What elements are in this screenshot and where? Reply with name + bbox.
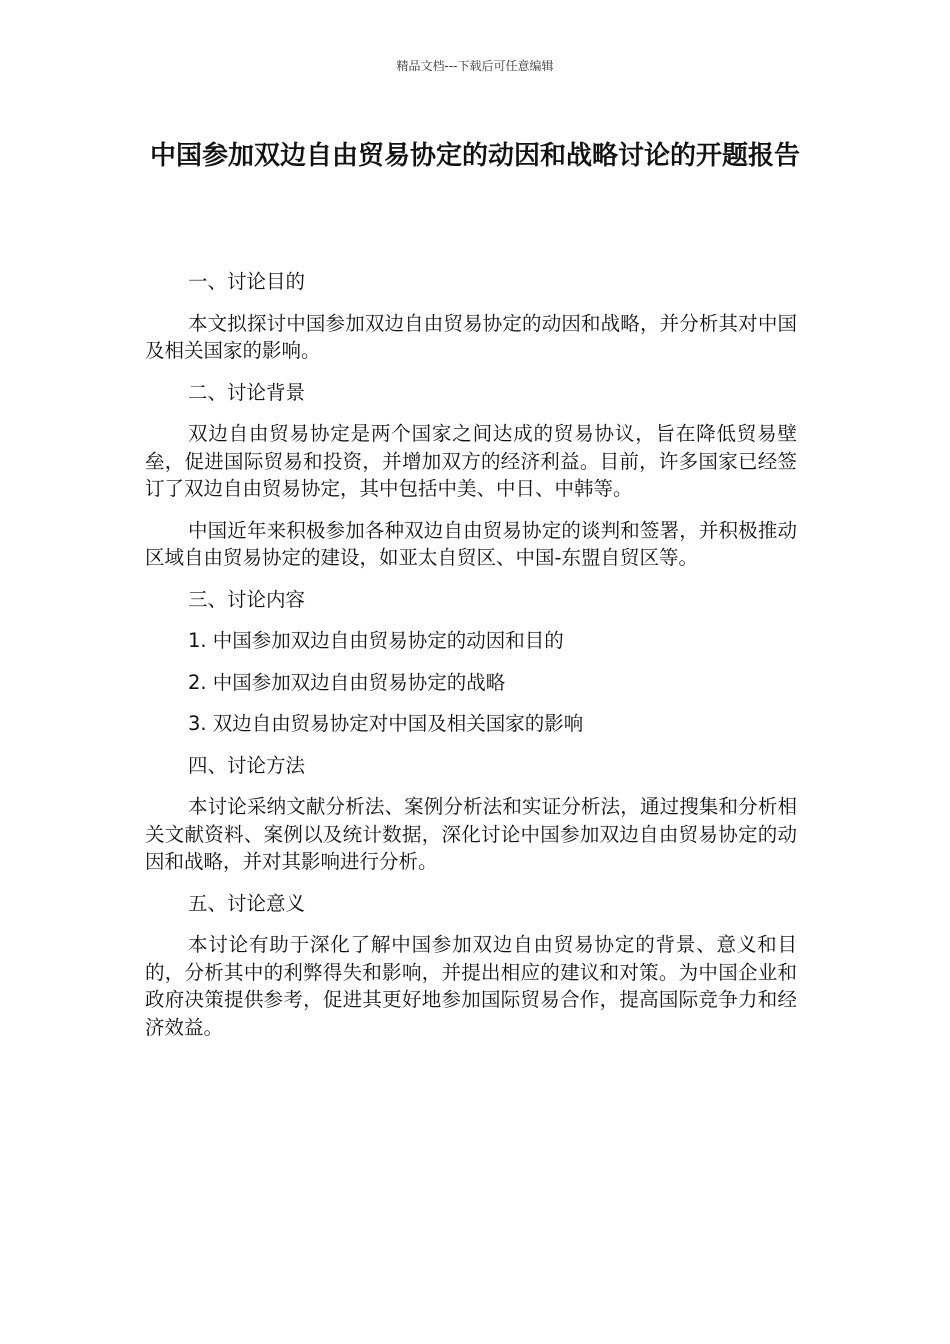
section-heading-method: 四、讨论方法: [188, 753, 306, 777]
section-heading-content: 三、讨论内容: [188, 587, 306, 611]
section-heading-purpose: 一、讨论目的: [188, 270, 306, 293]
section-heading-background: 二、讨论背景: [188, 380, 306, 404]
paragraph-significance: 本讨论有助于深化了解中国参加双边自由贸易协定的背景、意义和目的，分析其中的利弊得失和影响，并提出相应的建议和对策。为中国企业和政府决策提供参考，促进其更好地参加国际贸易合作，提高国际竞争力和经济效益。: [145, 933, 797, 1039]
paragraph-background-1: 双边自由贸易协定是两个国家之间达成的贸易协议，旨在降低贸易壁垒，促进国际贸易和投资，并增加双方的经济利益。目前，许多国家已经签订了双边自由贸易协定，其中包括中美、中日、中韩等。: [145, 422, 797, 500]
list-item: 2. 中国参加双边自由贸易协定的战略: [188, 670, 506, 694]
document-body: [145, 268, 797, 1055]
section-heading-significance: 五、讨论意义: [188, 891, 306, 915]
paragraph-background-2: 中国近年来积极参加各种双边自由贸易协定的谈判和签署，并积极推动区域自由贸易协定的建设，如亚太自贸区、中国-东盟自贸区等。: [145, 518, 797, 569]
list-item: 3. 双边自由贸易协定对中国及相关国家的影响: [188, 712, 584, 735]
paragraph-purpose: 本文拟探讨中国参加双边自由贸易协定的动因和战略，并分析其对中国及相关国家的影响。: [145, 311, 797, 362]
page-header-note: 精品文档---下载后可任意编辑: [396, 59, 554, 73]
paragraph-method: 本讨论采纳文献分析法、案例分析法和实证分析法，通过搜集和分析相关文献资料、案例以及统计数据，深化讨论中国参加双边自由贸易协定的动因和战略，并对其影响进行分析。: [145, 795, 797, 873]
list-item: 1. 中国参加双边自由贸易协定的动因和目的: [188, 629, 564, 652]
document-title: 中国参加双边自由贸易协定的动因和战略讨论的开题报告: [149, 141, 800, 171]
